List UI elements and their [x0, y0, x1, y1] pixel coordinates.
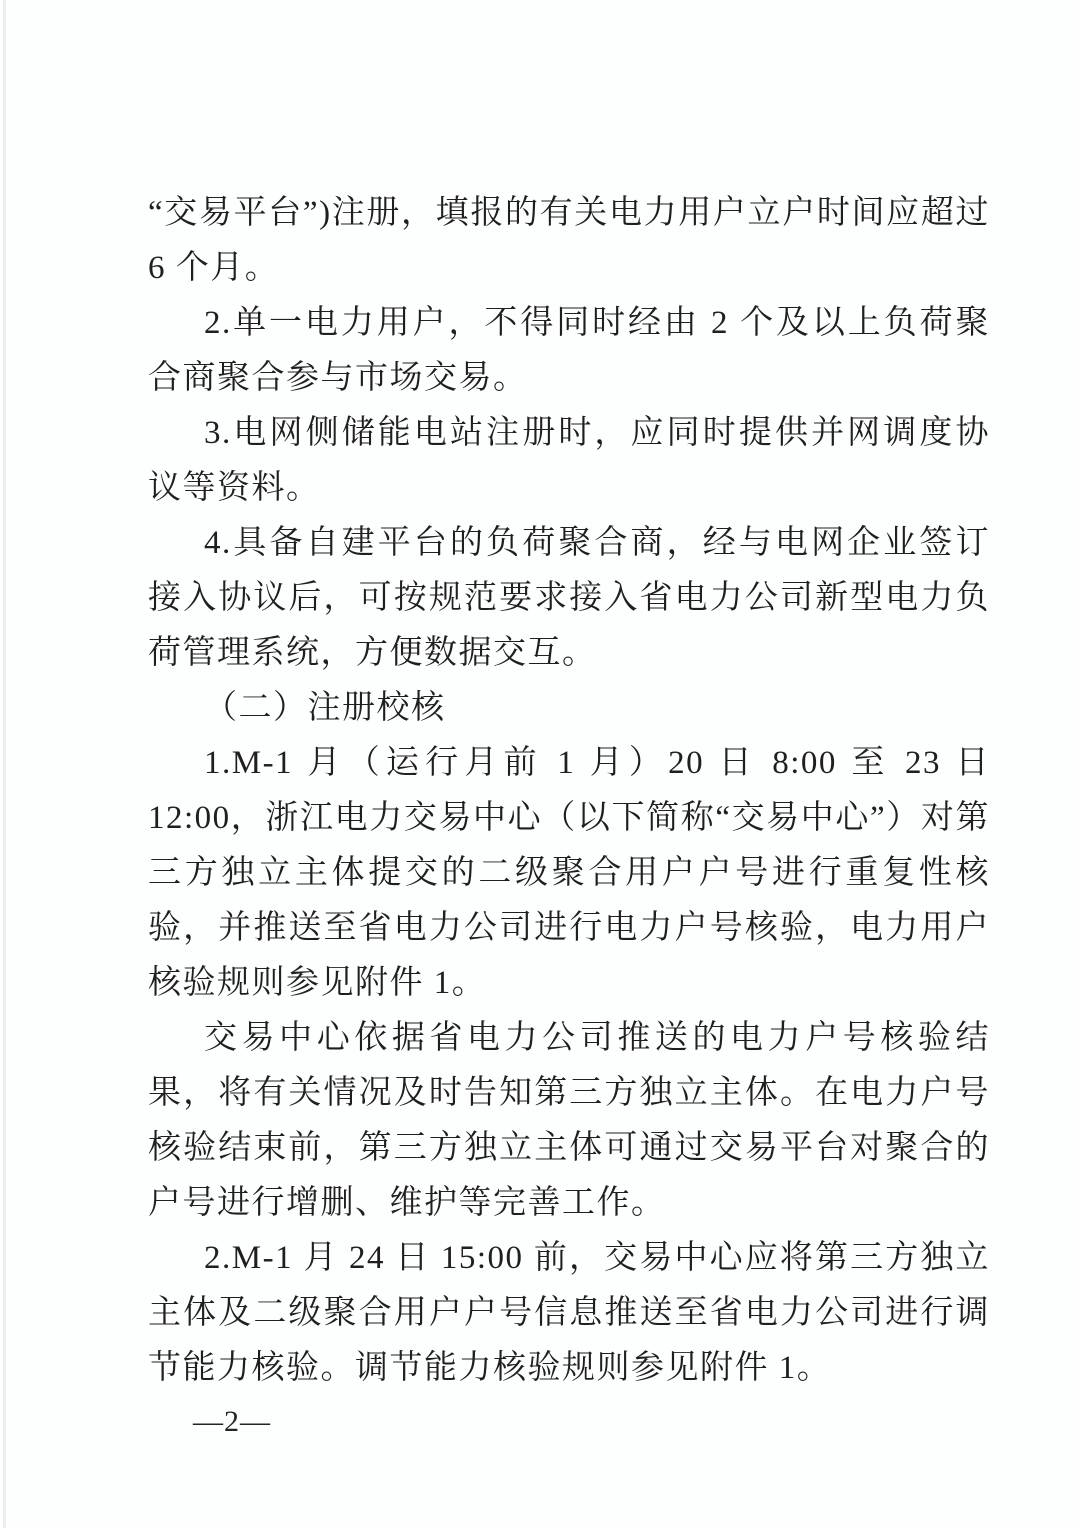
page-number: —2— [193, 1405, 271, 1438]
paragraph-continuation: “交易平台”)注册，填报的有关电力用户立户时间应超过 6 个月。 [148, 195, 990, 286]
section-heading-registration-check: （二）注册校核 [204, 690, 446, 726]
paragraph-item-2: 2.单一电力用户，不得同时经由 2 个及以上负荷聚合商聚合参与市场交易。 [148, 305, 990, 396]
scan-edge-artifact [3, 0, 6, 1528]
paragraph-check-notification: 交易中心依据省电力公司推送的电力户号核验结果，将有关情况及时告知第三方独立主体。在电力户号核验结束前，第三方独立主体可通过交易平台对聚合的户号进行增删、维护等完善工作。 [148, 1020, 990, 1221]
paragraph-item-4: 4.具备自建平台的负荷聚合商，经与电网企业签订接入协议后，可按规范要求接入省电力公司新型电力负荷管理系统，方便数据交互。 [148, 525, 990, 671]
paragraph-check-item-2: 2.M-1 月 24 日 15:00 前，交易中心应将第三方独立主体及二级聚合用户户号信息推送至省电力公司进行调节能力核验。调节能力核验规则参见附件 1。 [148, 1240, 990, 1386]
document-body [148, 186, 990, 1396]
paragraph-check-item-1: 1.M-1 月（运行月前 1 月）20 日 8:00 至 23 日 12:00，浙江电力交易中心（以下简称“交易中心”）对第三方独立主体提交的二级聚合用户户号进行重复性核验，并推送至省电力公司进行电力户号核验，电力用户核验规则参见附件 1。 [148, 745, 990, 1001]
paragraph-item-3: 3.电网侧储能电站注册时，应同时提供并网调度协议等资料。 [148, 415, 990, 506]
